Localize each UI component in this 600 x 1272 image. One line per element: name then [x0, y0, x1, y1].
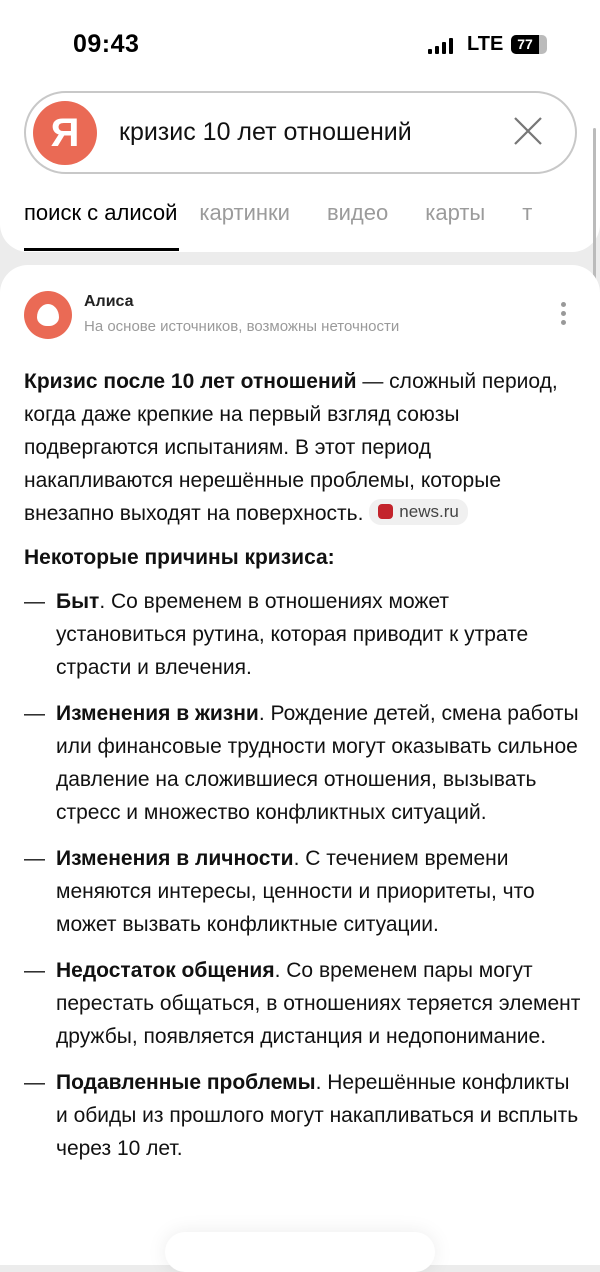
status-bar — [0, 28, 600, 62]
list-item: — Изменения в жизни. Рождение детей, смена работы или финансовые трудности могут оказывать сильное давление на сложившиеся отношения, вызывать стресс и множество конфликтных ситуаций. — [24, 697, 584, 829]
search-bar[interactable] — [24, 91, 577, 174]
battery-icon: 77 — [511, 35, 547, 54]
yandex-logo[interactable]: Я — [33, 101, 97, 165]
list-item: — Недостаток общения. Со временем пары могут перестать общаться, в отношениях теряется элемент дружбы, появляется дистанция и недопонимание. — [24, 954, 584, 1053]
tab-alice-search[interactable]: поиск с алисой — [24, 200, 178, 225]
tab-maps[interactable]: карты — [425, 200, 486, 225]
network-type: LTE — [467, 33, 504, 55]
list-item: — Изменения в личности. С течением времени меняются интересы, ценности и приоритеты, что может вызвать конфликтные ситуации. — [24, 842, 584, 941]
close-icon[interactable] — [512, 115, 544, 147]
answer-intro: Кризис после 10 лет отношений — сложный период, когда даже крепкие на первый взгляд союзы подвергаются испытаниям. В этот период накапливаются нерешённые проблемы, которые внезапно выходят на поверхность. news.ru — [24, 370, 558, 525]
news-icon — [378, 504, 393, 519]
list-item: — Быт. Со временем в отношениях может установиться рутина, которая приводит к утрате страсти и влечения. — [24, 585, 584, 684]
source-chip[interactable]: news.ru — [369, 499, 468, 525]
causes-list — [24, 585, 584, 1165]
search-tabs — [24, 200, 569, 226]
signal-icon — [428, 38, 453, 54]
search-input[interactable]: кризис 10 лет отношений — [119, 118, 412, 146]
answer-author: Алиса — [84, 293, 134, 310]
tab-more[interactable]: т — [522, 200, 533, 225]
answer-content — [24, 365, 584, 1178]
clock: 09:43 — [73, 30, 140, 58]
more-options-icon[interactable] — [561, 302, 569, 329]
list-item: — Подавленные проблемы. Нерешённые конфликты и обиды из прошлого могут накапливаться и всплыть через 10 лет. — [24, 1066, 584, 1165]
tab-video[interactable]: видео — [326, 200, 389, 225]
causes-heading: Некоторые причины кризиса: — [24, 546, 335, 569]
search-header — [0, 0, 600, 252]
bottom-bar[interactable] — [165, 1232, 435, 1272]
alice-logo — [24, 291, 72, 339]
tab-images[interactable]: картинки — [199, 200, 290, 225]
answer-disclaimer: На основе источников, возможны неточности — [84, 318, 400, 335]
